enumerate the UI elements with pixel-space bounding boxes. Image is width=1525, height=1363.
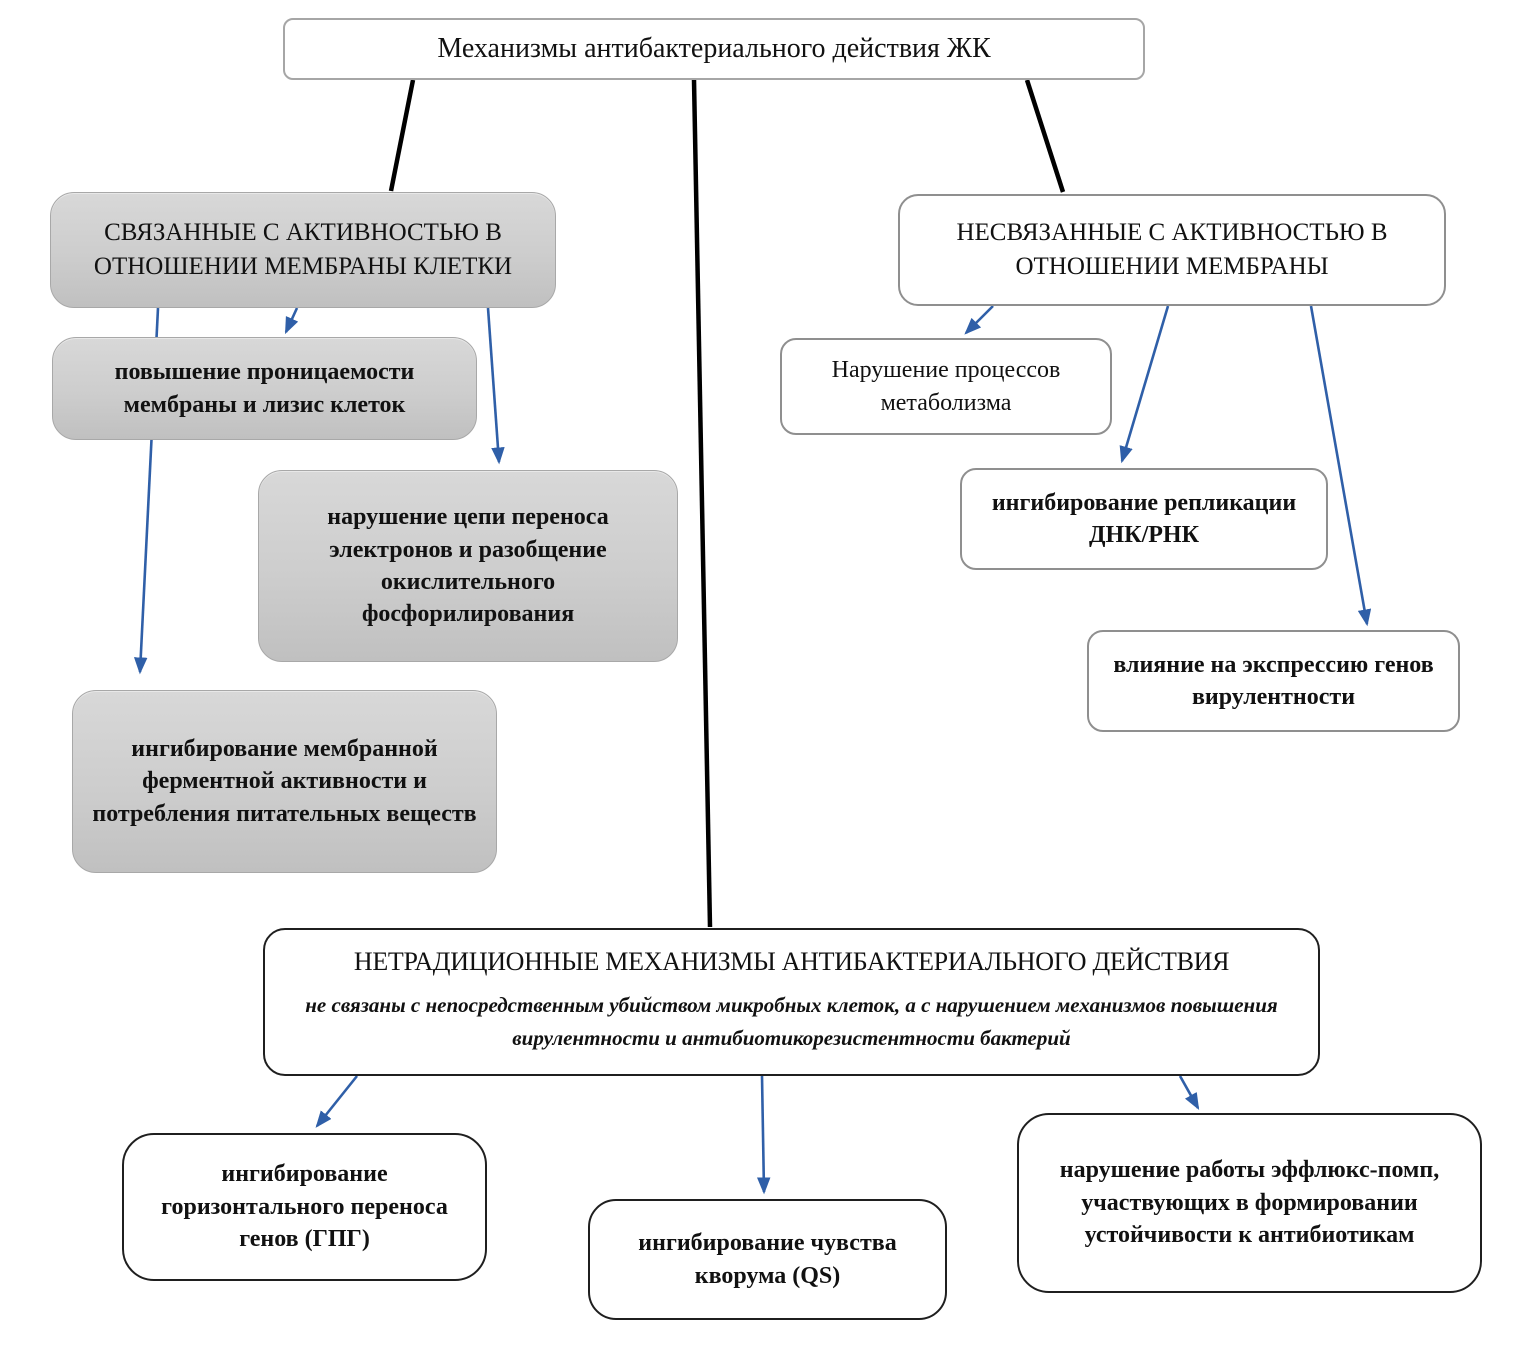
connector-title-to-nontraditional-branch [694, 80, 710, 927]
nonmembrane-branch-header [898, 194, 1446, 306]
node-hgt-inhibition [122, 1133, 487, 1281]
arrow-nontraditional-to-efflux [1180, 1076, 1198, 1108]
arrow-nontraditional-to-quorum [762, 1076, 764, 1192]
node-enzyme-inhibition-text: ингибирование мембранной ферментной активности и потребления питательных веществ [92, 735, 477, 827]
node-quorum-sensing [588, 1199, 947, 1320]
arrow-nonmembrane-to-replication [1122, 306, 1168, 461]
node-efflux-pumps [1017, 1113, 1482, 1293]
node-membrane-permeability [52, 337, 477, 440]
arrow-membrane-to-electron-chain [488, 308, 499, 462]
node-quorum-sensing-text: ингибирование чувства кворума (QS) [638, 1230, 897, 1289]
node-virulence-genes [1087, 630, 1460, 732]
connector-title-to-membrane-branch [391, 80, 413, 191]
node-metabolism [780, 338, 1112, 435]
node-electron-chain [258, 470, 678, 662]
node-virulence-genes-text: влияние на экспрессию генов вирулентности [1113, 651, 1434, 710]
node-hgt-inhibition-text: ингибирование горизонтального переноса генов (ГПГ) [161, 1161, 448, 1253]
membrane-branch-header [50, 192, 556, 308]
arrow-nontraditional-to-hgt [317, 1076, 357, 1126]
nontraditional-branch-header [263, 928, 1320, 1076]
arrow-membrane-to-permeability [286, 308, 297, 332]
title-text: Механизмы антибактериального действия ЖК [437, 33, 991, 65]
node-efflux-pumps-text: нарушение работы эффлюкс-помп, участвующих в формировании устойчивости к антибиотикам [1059, 1157, 1440, 1249]
arrow-nonmembrane-to-metabolism [966, 306, 993, 333]
node-membrane-permeability-text: повышение проницаемости мембраны и лизис клеток [114, 359, 415, 418]
nonmembrane-branch-header-text: НЕСВЯЗАННЫЕ С АКТИВНОСТЬЮ В ОТНОШЕНИИ МЕМБРАНЫ [956, 219, 1388, 280]
node-enzyme-inhibition [72, 690, 497, 873]
node-dna-rna-replication-text: ингибирование репликации ДНК/РНК [991, 489, 1297, 548]
nontraditional-subtitle-text: не связаны с непосредственным убийством микробных клеток, а с нарушением механизмов повышения вирулентности и антибиотикорезистентности бактерий [305, 993, 1278, 1050]
connector-title-to-nonmembrane-branch [1027, 80, 1063, 192]
node-dna-rna-replication [960, 468, 1328, 570]
title-box [283, 18, 1145, 80]
node-electron-chain-text: нарушение цепи переноса электронов и разобщение окислительного фосфорилирования [327, 504, 609, 628]
membrane-branch-header-text: СВЯЗАННЫЕ С АКТИВНОСТЬЮ В ОТНОШЕНИИ МЕМБРАНЫ КЛЕТКИ [93, 219, 513, 280]
arrow-nonmembrane-to-virulence [1311, 306, 1367, 624]
nontraditional-header-text: НЕТРАДИЦИОННЫЕ МЕХАНИЗМЫ АНТИБАКТЕРИАЛЬНОГО ДЕЙСТВИЯ [353, 947, 1230, 976]
node-metabolism-text: Нарушение процессов метаболизма [831, 357, 1061, 416]
